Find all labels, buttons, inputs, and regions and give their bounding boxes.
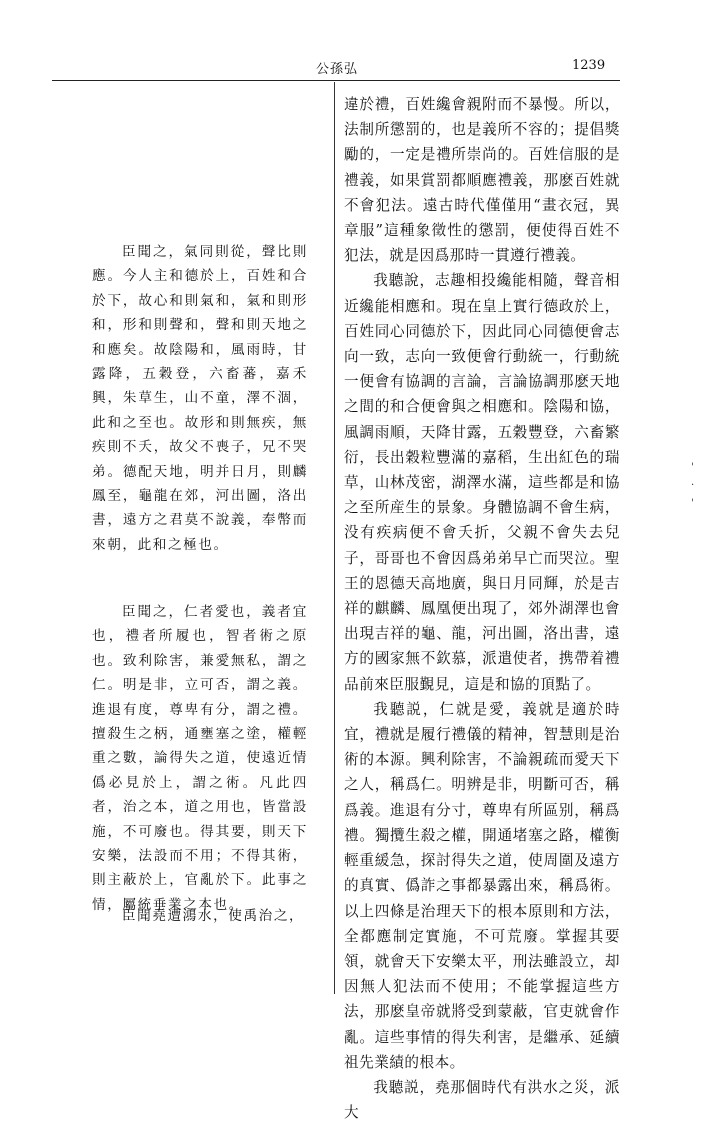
translation-paragraph: 我聽說，志趣相投纔能相隨，聲音相近纔能相應和。現在皇上實行德政於上，百姓同心同德於下，因此同心同德便會志向一致，志向一致便會行動統一，行動統一便會有協調的言論，言論協調那麽天地之間的和合便會與之相應和。陰陽和協，風調雨順，天降甘露，五穀豐登，六畜繁衍，長出穀粒豐滿的嘉稻，生出紅色的瑞草，山林茂密，湖澤水滿，這些都是和協之至所産生的景象。身體協調不會生病，没有疾病便不會夭折，父親不會失去兒子，哥哥也不會因爲弟弟早亡而哭泣。聖王的恩德天高地廣，與日月同輝，於是吉祥的麒麟、鳳凰便出現了，郊外湖澤也會出現吉祥的龜、龍，河出圖，洛出書，遠方的國家無不欽慕，派遣使者，携帶着禮品前來臣服覲見，這是和協的頂點了。 — [344, 272, 620, 693]
header-title: 公孫弘 — [316, 62, 359, 77]
translation-paragraph: 我聽説，堯那個時代有洪水之災，派大 — [344, 1078, 620, 1122]
original-text-paragraph: 臣聞之，氣同則從，聲比則應。今人主和德於上，百姓和合於下，故心和則氣和，氣和則形和，形和則聲和，聲和則天地之和應矣。故陰陽和，風雨時，甘露降，五穀登，六畜蕃，嘉禾興，朱草生，山不童，澤不涸，此和之至也。故形和則無疾，無疾則不夭，故父不喪子，兄不哭弟。德配天地，明并日月，則麟鳳至，龜龍在郊，河出圖，洛出書，遠方之君莫不說義，奉幣而來朝，此和之極也。 — [92, 244, 308, 553]
margin-mark: ' — [691, 498, 694, 509]
translation-paragraph: 違於禮，百姓纔會親附而不暴慢。所以，法制所懲罰的，也是義所不容的；提倡獎勵的，一定是禮所崇尚的。百姓信服的是禮義，如果賞罰都順應禮義，那麽百姓就不會犯法。遠古時代僅僅用“畫衣冠，異章服”這種象徵性的懲罰，便使得百姓不犯法，就是因爲那時一貫遵行禮義。 — [344, 96, 620, 265]
margin-mark: ' — [691, 462, 694, 473]
margin-mark: · — [691, 480, 695, 491]
column-divider — [334, 82, 335, 994]
right-column-translation — [344, 92, 620, 1125]
original-text-paragraph: 臣聞之，仁者愛也，義者宜也，禮者所履也，智者術之原也。致利除害，兼愛無私，謂之仁。明是非，立可否，謂之義。進退有度，尊卑有分，謂之禮。擅殺生之柄，通壅塞之塗，權輕重之數，論得失之道，使遠近情僞必見於上，謂之術。凡此四者，治之本，道之用也，皆當設施，不可廢也。得其要，則天下安樂，法設而不用；不得其術，則主蔽於上，官亂於下。此事之情，屬統垂業之本也。 — [92, 604, 308, 913]
header-rule — [52, 80, 620, 81]
page-number: 1239 — [572, 58, 606, 73]
translation-paragraph: 我聽説，仁就是愛，義就是適於時宜，禮就是履行禮儀的精神，智慧則是治術的本源。興利除害，不論親疏而愛天下之人，稱爲仁。明辨是非，明斷可否，稱爲義。進退有分寸，尊卑有所區别，稱爲禮。獨攬生殺之權，開通堵塞之路，權衡輕重緩急，探討得失之道，使周圍及遠方的真實、僞詐之事都暴露出來，稱爲術。以上四條是治理天下的根本原則和方法，全都應制定實施，不可荒廢。掌握其要領，就會天下安樂太平，刑法雖設立，却因無人犯法而不使用；不能掌握這些方法，那麽皇帝就將受到蒙蔽，官吏就會作亂。這些事情的得失利害，是繼承、延續祖先業績的根本。 — [344, 700, 620, 1071]
original-text-paragraph: 臣聞堯遭鴻水，使禹治之， — [121, 908, 305, 924]
